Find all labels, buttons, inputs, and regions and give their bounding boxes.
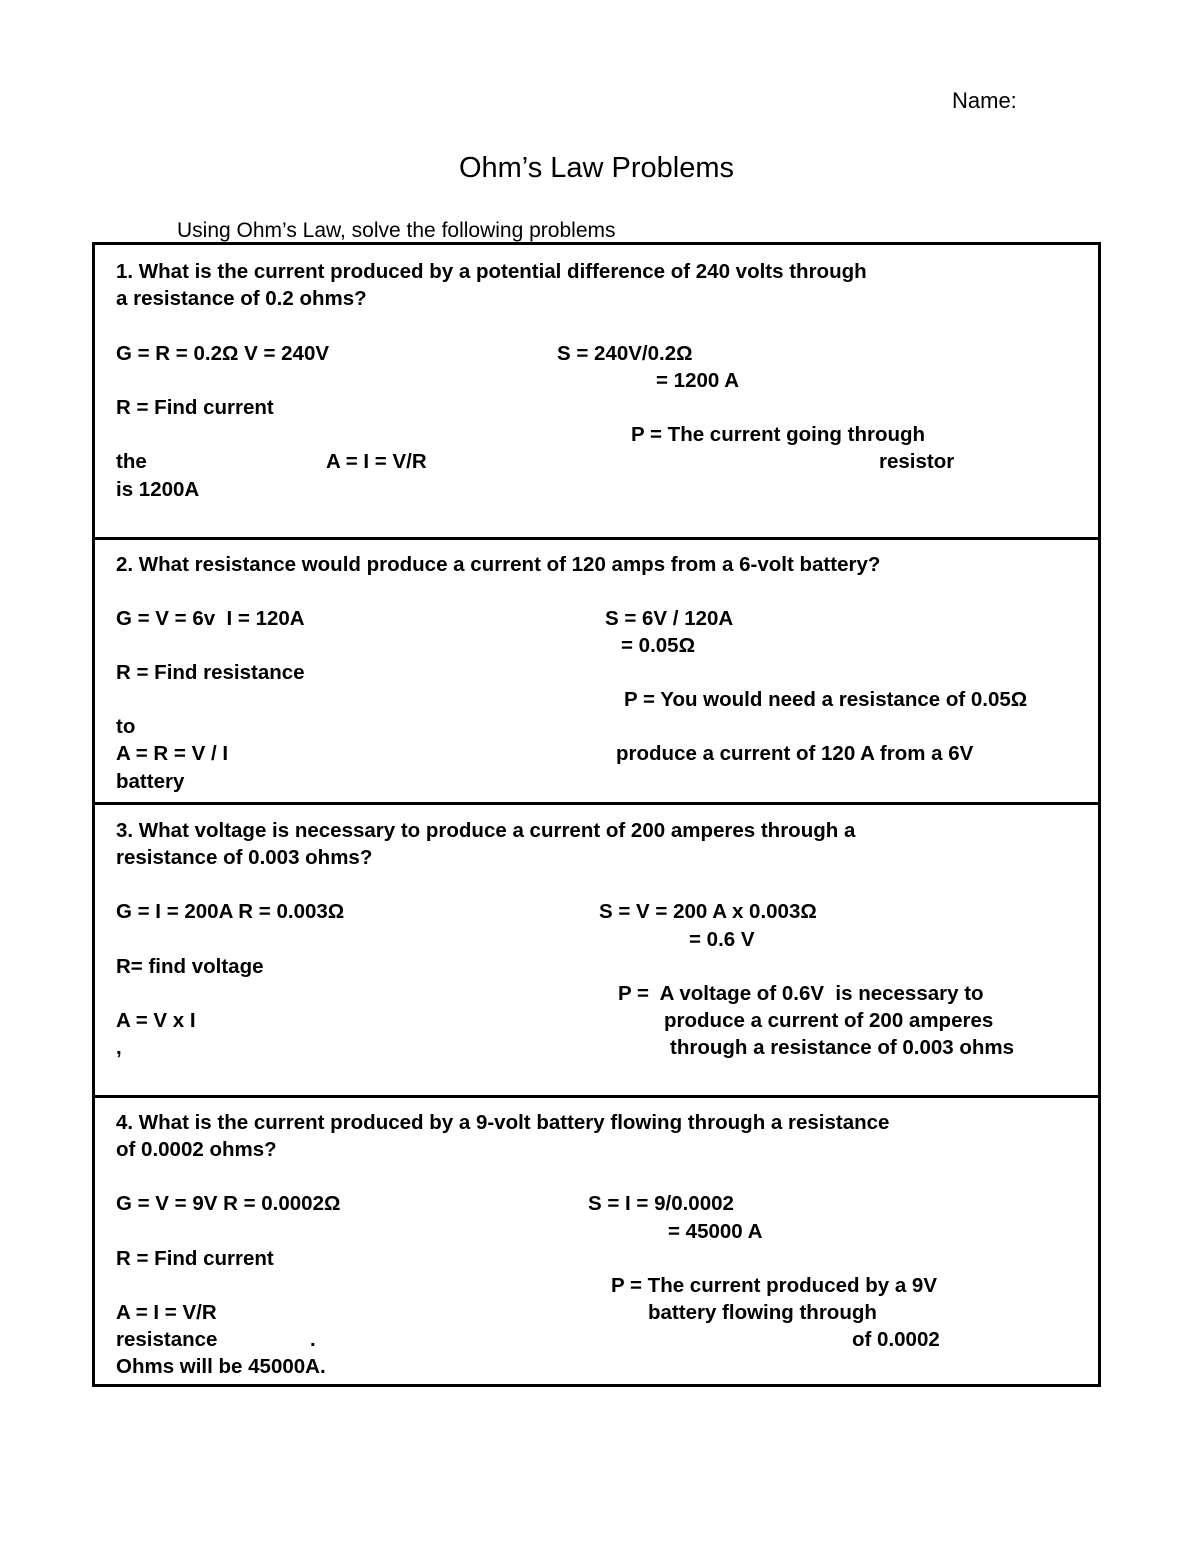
problem-2-wrap-to: to bbox=[116, 715, 136, 738]
problem-2 bbox=[95, 537, 1098, 802]
problem-1-approach: A = I = V/R bbox=[326, 450, 427, 473]
problem-1-paraphrase-line1: P = The current going through bbox=[631, 423, 926, 446]
problem-2-solve-line1: S = 6V / 120A bbox=[605, 607, 734, 630]
problem-4-required: R = Find current bbox=[116, 1247, 274, 1270]
problem-3-required: R= find voltage bbox=[116, 955, 264, 978]
problem-1-solve-line1: S = 240V/0.2Ω bbox=[557, 342, 693, 365]
problem-2-solve-line2: = 0.05Ω bbox=[621, 634, 696, 657]
problem-4-solve-line2: = 45000 A bbox=[668, 1220, 763, 1243]
problem-1-wrap-end: is 1200A bbox=[116, 478, 200, 501]
problem-2-paraphrase-line1: P = You would need a resistance of 0.05Ω bbox=[624, 688, 1028, 711]
problem-2-approach: A = R = V / I bbox=[116, 742, 229, 765]
problem-4-wrap-resistance: resistance bbox=[116, 1328, 218, 1351]
problem-2-given: G = V = 6v I = 120A bbox=[116, 607, 305, 630]
problem-1-given: G = R = 0.2Ω V = 240V bbox=[116, 342, 330, 365]
problem-4-stray-period: . bbox=[310, 1328, 316, 1351]
problem-4-question-line2: of 0.0002 ohms? bbox=[116, 1138, 277, 1161]
problem-4-question-line1: 4. What is the current produced by a 9-volt battery flowing through a resistance bbox=[116, 1111, 890, 1134]
problems-table bbox=[92, 242, 1101, 1387]
problem-3-paraphrase-line1: P = A voltage of 0.6V is necessary to bbox=[618, 982, 984, 1005]
problem-3-approach: A = V x I bbox=[116, 1009, 196, 1032]
problem-3-paraphrase-line2: produce a current of 200 amperes bbox=[664, 1009, 994, 1032]
problem-2-paraphrase-line2: produce a current of 120 A from a 6V bbox=[616, 742, 974, 765]
problem-3-given: G = I = 200A R = 0.003Ω bbox=[116, 900, 345, 923]
problem-1-question-line2: a resistance of 0.2 ohms? bbox=[116, 287, 367, 310]
problem-3-paraphrase-line3: through a resistance of 0.003 ohms bbox=[670, 1036, 1015, 1059]
problem-4-paraphrase-line1: P = The current produced by a 9V bbox=[611, 1274, 938, 1297]
problem-1 bbox=[95, 245, 1098, 537]
problem-1-wrap-resistor: resistor bbox=[879, 450, 955, 473]
problem-1-question-line1: 1. What is the current produced by a potential difference of 240 volts through bbox=[116, 260, 867, 283]
problem-4-wrap-end: Ohms will be 45000A. bbox=[116, 1355, 326, 1378]
problem-4 bbox=[95, 1095, 1098, 1387]
problem-2-question-line1: 2. What resistance would produce a current of 120 amps from a 6-volt battery? bbox=[116, 553, 881, 576]
problem-2-wrap-end: battery bbox=[116, 770, 185, 793]
page-title: Ohm’s Law Problems bbox=[458, 152, 735, 184]
problem-3 bbox=[95, 802, 1098, 1095]
problem-1-wrap-the: the bbox=[116, 450, 147, 473]
problem-3-stray-comma: , bbox=[116, 1036, 122, 1059]
problem-3-solve-line1: S = V = 200 A x 0.003Ω bbox=[599, 900, 817, 923]
problem-4-approach: A = I = V/R bbox=[116, 1301, 217, 1324]
problem-3-question-line2: resistance of 0.003 ohms? bbox=[116, 846, 373, 869]
problem-4-wrap-value: of 0.0002 bbox=[852, 1328, 940, 1351]
problem-1-required: R = Find current bbox=[116, 396, 274, 419]
name-label: Name: bbox=[952, 88, 1017, 113]
problem-4-paraphrase-line2: battery flowing through bbox=[648, 1301, 877, 1324]
problem-3-question-line1: 3. What voltage is necessary to produce a current of 200 amperes through a bbox=[116, 819, 856, 842]
problem-4-given: G = V = 9V R = 0.0002Ω bbox=[116, 1192, 341, 1215]
instructions: Using Ohm’s Law, solve the following problems bbox=[177, 219, 616, 242]
problem-3-solve-line2: = 0.6 V bbox=[689, 928, 755, 951]
problem-2-required: R = Find resistance bbox=[116, 661, 305, 684]
problem-1-solve-line2: = 1200 A bbox=[656, 369, 740, 392]
problem-4-solve-line1: S = I = 9/0.0002 bbox=[588, 1192, 734, 1215]
